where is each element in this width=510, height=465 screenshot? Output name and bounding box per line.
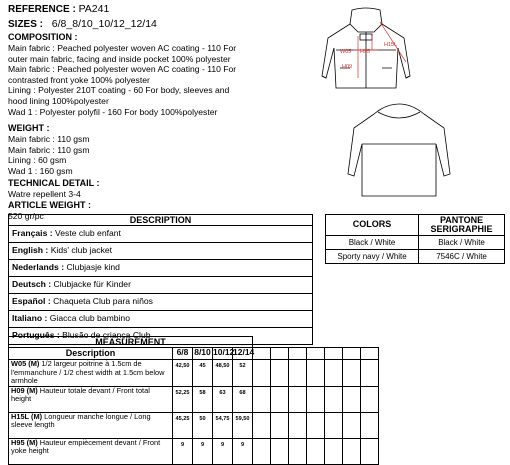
pantone-heading: [419, 215, 505, 236]
measure-text: Hauteur totale devant / Front total height: [11, 385, 150, 403]
language-text: Chaqueta Club para niños: [53, 296, 153, 307]
measurement-table: [8, 336, 501, 465]
reference-label: REFERENCE :: [8, 4, 76, 15]
table-row: [9, 412, 501, 438]
composition-line: Main fabric : Peached polyester woven AC coating - 110 For: [8, 64, 237, 75]
measure-value: 63: [213, 386, 233, 412]
weight-line: Wad 1 : 160 gsm: [8, 165, 73, 176]
table-row: [9, 311, 313, 328]
measure-code: H95 (M): [11, 437, 38, 447]
table-row: [9, 243, 313, 260]
language-text: Clubjacke für Kinder: [53, 279, 131, 290]
table-row: [9, 260, 313, 277]
color-name: Sporty navy / White: [326, 250, 419, 264]
size-heading: 8/10: [193, 348, 213, 360]
measure-value: 9: [173, 438, 193, 464]
composition-line: hood lining 100%polyester: [8, 95, 109, 106]
label-w05: W05: [340, 49, 352, 55]
technical-detail-line: Watre repellent 3-4: [8, 188, 81, 199]
measure-value: 9: [213, 438, 233, 464]
measure-value: 9: [233, 438, 253, 464]
measure-value: 54,75: [213, 412, 233, 438]
label-h95: H95: [360, 49, 371, 55]
measure-value: 52: [233, 360, 253, 386]
language-label: Nederlands :: [12, 262, 65, 273]
table-row: [9, 386, 501, 412]
weight-line: Lining : 60 gsm: [8, 155, 67, 166]
sizes-row: [8, 18, 308, 31]
label-h15l: H15L: [384, 42, 398, 48]
language-text: Clubjasje kind: [66, 262, 120, 273]
composition-line: Wad 1 : Polyester polyfil - 160 For body 100%polyester: [8, 106, 218, 117]
spec-sheet-header: [8, 3, 308, 222]
language-label: English :: [12, 245, 49, 256]
weight-heading: WEIGHT :: [8, 123, 50, 134]
jacket-back-view: [348, 104, 450, 196]
article-weight-heading: ARTICLE WEIGHT :: [8, 200, 91, 211]
table-row: [9, 226, 313, 243]
language-text: Giacca club bambino: [49, 313, 130, 324]
measure-value: 58: [193, 386, 213, 412]
article-weight-line: 520 gr/pc: [8, 211, 44, 222]
measure-code: H09 (M): [11, 385, 38, 395]
measure-code: H15L (M): [11, 411, 43, 421]
language-label: Français :: [12, 228, 53, 239]
measure-code: W05 (M): [11, 359, 40, 369]
jacket-sketch-svg: [318, 6, 508, 206]
language-label: Italiano :: [12, 313, 48, 324]
technical-detail-heading: TECHNICAL DETAIL :: [8, 177, 100, 188]
description-table: [8, 214, 313, 345]
measure-text: Hauteur empiècement devant / Front yoke height: [11, 437, 161, 455]
reference-row: [8, 3, 308, 16]
measure-value: 45,25: [173, 412, 193, 438]
colors-table: [325, 214, 505, 264]
composition-line: Main fabric : Peached polyester woven AC coating - 110 For: [8, 43, 237, 53]
language-text: Veste club enfant: [55, 228, 121, 239]
measure-labels: [340, 42, 397, 70]
weight-line: Main fabric : 110 gsm: [8, 134, 90, 145]
composition-line: outer main fabric, facing and inside pocket 100% polyester: [8, 53, 231, 64]
colors-heading: COLORS: [326, 215, 419, 236]
pantone-heading-line1: PANTONE: [439, 214, 484, 225]
label-h09: H09: [342, 64, 353, 70]
composition-heading: COMPOSITION :: [8, 32, 78, 42]
reference-value: PA241: [78, 3, 110, 15]
size-heading: 12/14: [233, 348, 253, 360]
language-text: Blusão de criança Club: [62, 330, 151, 341]
weight-line: Main fabric : 110 gsm: [8, 144, 90, 155]
measure-text: 1/2 largeur poitrine à 1.5cm de l'emmanchure / 1/2 chest width at 1.5cm below armhole: [11, 359, 165, 386]
jacket-technical-drawing: [318, 6, 508, 206]
size-heading: 10/12: [213, 348, 233, 360]
composition-line: contrasted front yoke 100% polyester: [8, 74, 150, 85]
table-row: [326, 236, 505, 250]
measurement-heading: MEASUREMENT: [9, 337, 253, 348]
measurement-description-heading: Description: [9, 348, 173, 360]
pantone-value: Black / White: [419, 236, 505, 250]
pantone-heading-line2: SERIGRAPHIE: [430, 224, 493, 234]
measure-value: 45: [193, 360, 213, 386]
measure-value: 50: [193, 412, 213, 438]
measure-value: 68: [233, 386, 253, 412]
composition-line: Lining : Polyester 210T coating - 60 For body, sleeves and: [8, 85, 230, 96]
table-row: [9, 294, 313, 311]
description-heading: DESCRIPTION: [9, 215, 313, 226]
measure-value: 42,50: [173, 360, 193, 386]
color-name: Black / White: [326, 236, 419, 250]
measure-value: 48,50: [213, 360, 233, 386]
table-row: [9, 277, 313, 294]
sizes-value: 6/8_8/10_10/12_12/14: [51, 18, 157, 30]
measure-value: 52,25: [173, 386, 193, 412]
language-label: Português :: [12, 330, 60, 341]
table-row: [9, 360, 501, 386]
measure-value: 9: [193, 438, 213, 464]
language-label: Español :: [12, 296, 51, 307]
measure-value: 59,50: [233, 412, 253, 438]
sizes-label: SIZES :: [8, 19, 44, 30]
measure-text: Longueur manche longue / Long sleeve length: [11, 411, 151, 429]
language-text: Kids' club jacket: [50, 245, 113, 256]
size-heading: 6/8: [173, 348, 193, 360]
language-label: Deutsch :: [12, 279, 52, 290]
pantone-value: 7546C / White: [419, 250, 505, 264]
table-row: [9, 438, 501, 464]
table-row: [326, 250, 505, 264]
